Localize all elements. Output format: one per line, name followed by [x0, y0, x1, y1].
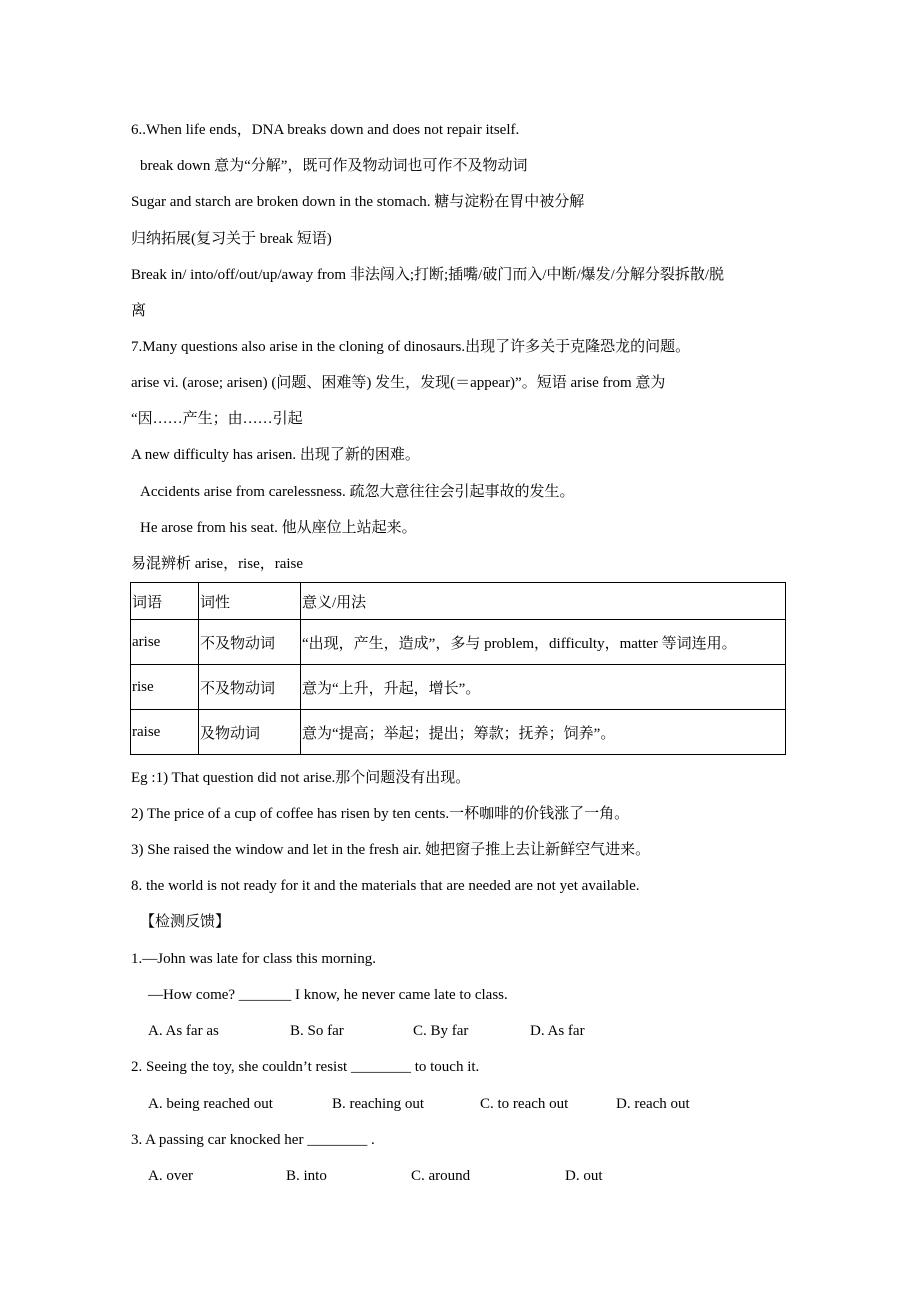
q3-option-b: B. into [286, 1168, 327, 1184]
q3-option-d: D. out [565, 1168, 603, 1184]
question-1-reply: —How come? _______ I know, he never came late to class. [148, 987, 508, 1003]
question-2: 2. Seeing the toy, she couldn’t resist ________ to touch it. [131, 1059, 480, 1075]
example-1: Eg :1) That question did not arise.那个问题没有出现。 [131, 770, 471, 786]
question-1: 1.—John was late for class this morning. [131, 951, 376, 967]
q3-option-a: A. over [148, 1168, 193, 1184]
arise-example-1: A new difficulty has arisen. 出现了新的困难。 [131, 447, 420, 463]
header-word: 词语 [131, 583, 199, 620]
break-phrases: Break in/ into/off/out/up/away from 非法闯入;打断;插嘴/破门而入/中断/爆发/分解分裂拆散/脱 [131, 267, 725, 283]
cell-part-of-speech: 不及物动词 [199, 620, 301, 665]
arise-definition-continued: “因……产生；由……引起 [131, 411, 303, 427]
q3-option-c: C. around [411, 1168, 471, 1184]
item-8-sentence: 8. the world is not ready for it and the materials that are needed are not yet available. [131, 878, 640, 894]
q1-option-a: A. As far as [148, 1023, 219, 1039]
cell-meaning: 意为“提高；举起；提出；筹款；抚养；饲养”。 [301, 710, 786, 755]
feedback-heading: 【检测反馈】 [140, 914, 231, 930]
table-row [131, 710, 786, 755]
q2-option-c: C. to reach out [480, 1096, 569, 1112]
q1-option-c: C. By far [413, 1023, 469, 1039]
cell-word: rise [131, 665, 199, 710]
cell-part-of-speech: 不及物动词 [199, 665, 301, 710]
table-header-row [131, 583, 786, 620]
arise-definition: arise vi. (arose; arisen) (问题、困难等) 发生，发现(＝appear)”。短语 arise from 意为 [131, 375, 666, 391]
break-summary-heading: 归纳拓展(复习关于 break 短语) [131, 231, 332, 247]
example-2: 2) The price of a cup of coffee has risen by ten cents.一杯咖啡的价钱涨了一角。 [131, 806, 630, 822]
table-row [131, 665, 786, 710]
cell-meaning: 意为“上升，升起，增长”。 [301, 665, 786, 710]
arise-example-2: Accidents arise from carelessness. 疏忽大意往往会引起事故的发生。 [140, 484, 575, 500]
q1-option-b: B. So far [290, 1023, 344, 1039]
q2-option-d: D. reach out [616, 1096, 690, 1112]
break-down-example: Sugar and starch are broken down in the stomach. 糖与淀粉在胃中被分解 [131, 194, 585, 210]
table-row [131, 620, 786, 665]
cell-word: arise [131, 620, 199, 665]
comparison-heading: 易混辨析 arise，rise，raise [131, 556, 304, 572]
break-phrases-continued: 离 [131, 303, 147, 319]
q2-option-a: A. being reached out [148, 1096, 273, 1112]
question-3: 3. A passing car knocked her ________ . [131, 1132, 375, 1148]
q2-option-b: B. reaching out [332, 1096, 425, 1112]
header-meaning: 意义/用法 [301, 583, 786, 620]
example-3: 3) She raised the window and let in the fresh air. 她把窗子推上去让新鲜空气进来。 [131, 842, 651, 858]
item-6-sentence: 6..When life ends，DNA breaks down and does not repair itself. [131, 122, 520, 138]
arise-example-3: He arose from his seat. 他从座位上站起来。 [140, 520, 417, 536]
header-part-of-speech: 词性 [199, 583, 301, 620]
break-down-note: break down 意为“分解”，既可作及物动词也可作不及物动词 [140, 158, 528, 174]
cell-word: raise [131, 710, 199, 755]
cell-meaning: “出现，产生，造成”，多与 problem，difficulty，matter 等词连用。 [301, 620, 786, 665]
cell-part-of-speech: 及物动词 [199, 710, 301, 755]
comparison-table [130, 582, 786, 755]
q1-option-d: D. As far [530, 1023, 585, 1039]
item-7-sentence: 7.Many questions also arise in the cloning of dinosaurs.出现了许多关于克隆恐龙的问题。 [131, 339, 691, 355]
